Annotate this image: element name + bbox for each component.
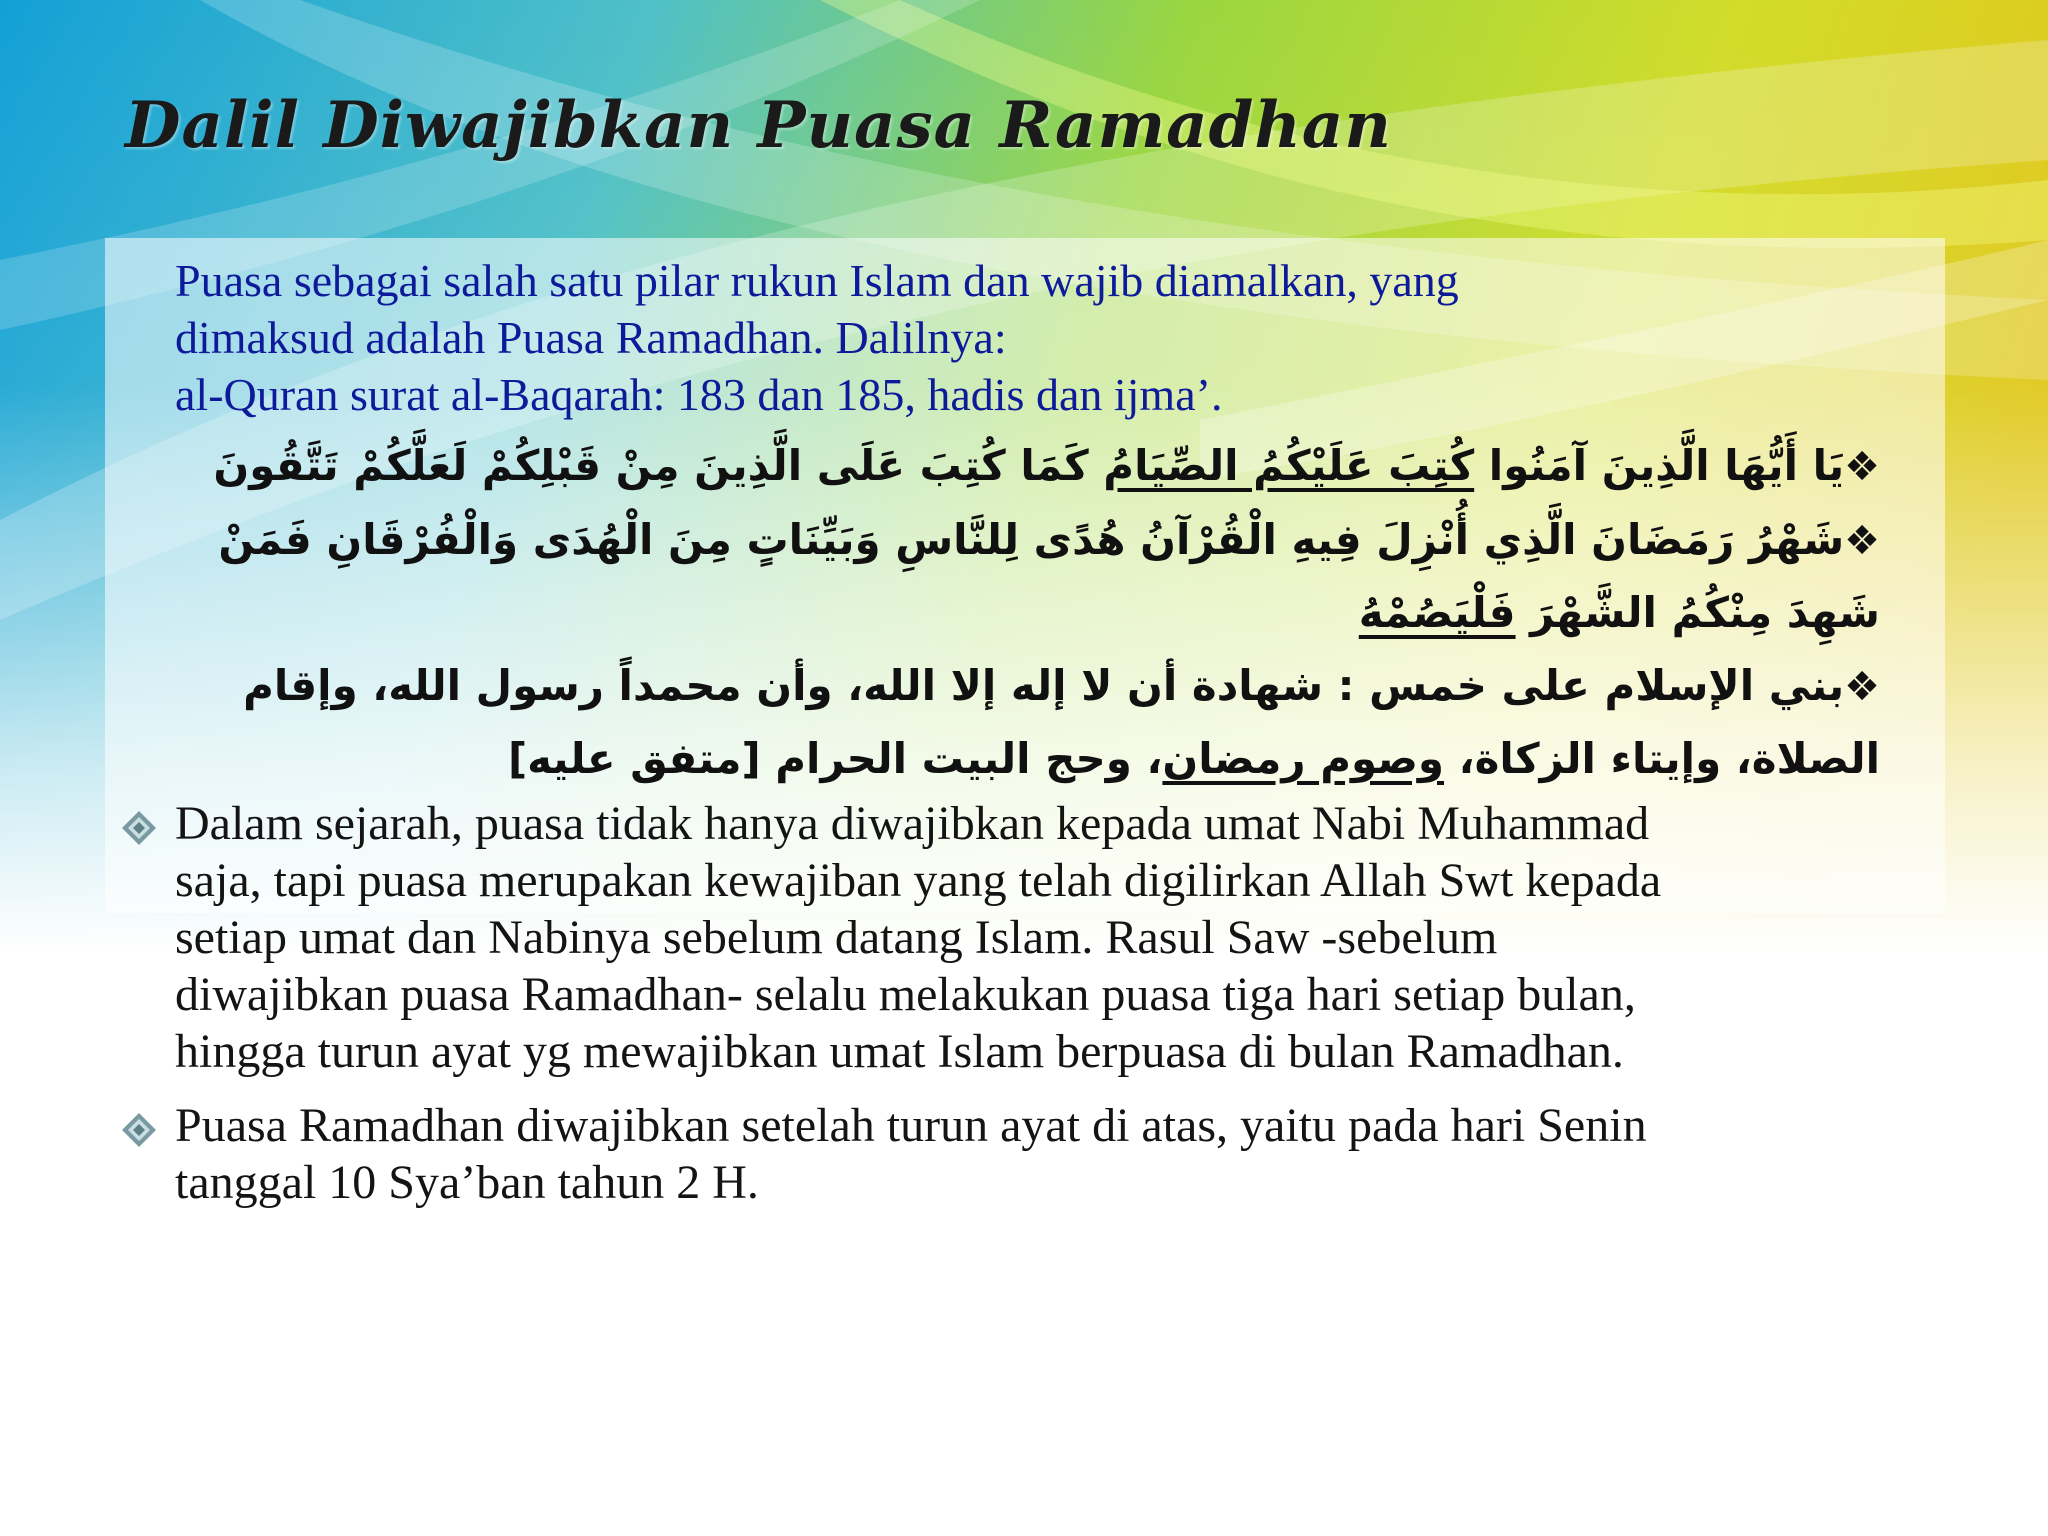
hadith-text-end: ، وحج البيت الحرام [متفق عليه]	[507, 734, 1163, 783]
bullet-date-line-2: tanggal 10 Sya’ban tahun 2 H.	[175, 1156, 759, 1209]
verse-185	[160, 504, 1880, 649]
slide-title: Dalil Diwajibkan Puasa Ramadhan	[125, 88, 1392, 163]
bullet-history-line-5: hingga turun ayat yg mewajibkan umat Islam berpuasa di bulan Ramadhan.	[175, 1025, 1624, 1078]
bullet-history	[120, 795, 1920, 1080]
bullet-history-line-2: saja, tapi puasa merupakan kewajiban yang telah digilirkan Allah Swt kepada	[175, 854, 1662, 907]
bullet-history-line-1: Dalam sejarah, puasa tidak hanya diwajibkan kepada umat Nabi Muhammad	[175, 797, 1650, 850]
bullet-history-line-4: diwajibkan puasa Ramadhan- selalu melakukan puasa tiga hari setiap bulan,	[175, 968, 1636, 1021]
diamond-bullet-icon	[120, 1111, 158, 1149]
intro-line-3: al-Quran surat al-Baqarah: 183 dan 185, hadis dan ijma’.	[175, 369, 1223, 420]
bullet-date-line-1: Puasa Ramadhan diwajibkan setelah turun ayat di atas, yaitu pada hari Senin	[175, 1099, 1647, 1152]
verse-183-text-end: كَمَا كُتِبَ عَلَى الَّذِينَ مِنْ قَبْلِكُمْ لَعَلَّكُمْ تَتَّقُونَ	[213, 441, 1104, 490]
star-bullet-icon: ❖	[1844, 444, 1880, 490]
intro-line-2: dimaksud adalah Puasa Ramadhan. Dalilnya:	[175, 312, 1007, 363]
star-bullet-icon: ❖	[1844, 664, 1880, 710]
verse-185-underlined: فَلْيَصُمْهُ	[1358, 588, 1516, 637]
verse-183-text: يَا أَيُّهَا الَّذِينَ آمَنُوا	[1474, 441, 1845, 490]
star-bullet-icon: ❖	[1844, 518, 1880, 564]
verse-183-underlined: كُتِبَ عَلَيْكُمُ الصِّيَامُ	[1103, 441, 1475, 490]
bullet-history-line-3: setiap umat dan Nabinya sebelum datang Islam. Rasul Saw -sebelum	[175, 911, 1498, 964]
hadith-text: بني الإسلام على خمس : شهادة أن لا إله إلا الله، وأن محمداً رسول الله، وإقام الصلاة، وإيتاء الزكاة،	[243, 661, 1880, 783]
bullet-date	[120, 1097, 1920, 1211]
hadith	[160, 650, 1880, 795]
hadith-underlined: وصوم رمضان	[1162, 734, 1445, 783]
verse-185-text: شَهْرُ رَمَضَانَ الَّذِي أُنْزِلَ فِيهِ الْقُرْآنُ هُدًى لِلنَّاسِ وَبَيِّنَاتٍ مِنَ الْهُدَى وَالْفُرْقَانِ فَمَنْ شَهِدَ مِنْكُمُ الشَّهْرَ	[218, 515, 1880, 637]
diamond-bullet-icon	[120, 809, 158, 847]
intro-line-1: Puasa sebagai salah satu pilar rukun Islam dan wajib diamalkan, yang	[175, 255, 1459, 306]
verse-183	[160, 430, 1880, 503]
